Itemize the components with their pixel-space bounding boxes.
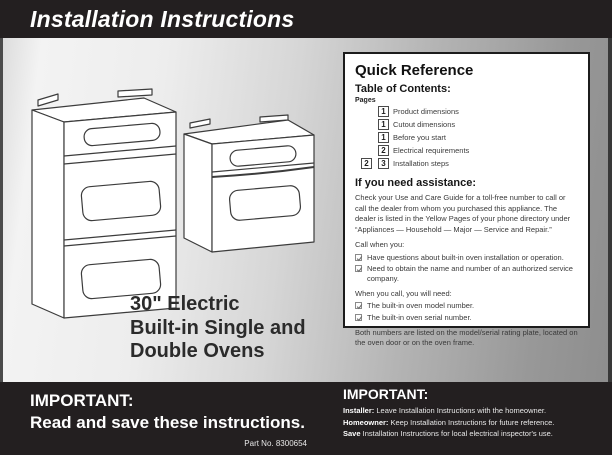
check-item-text: The built-in oven model number.	[367, 301, 475, 311]
check-item-text: Need to obtain the name and number of an authorized service company.	[367, 263, 573, 283]
check-item	[355, 301, 578, 311]
oven-side-face	[32, 110, 64, 318]
installer-note	[343, 405, 593, 417]
bottom-banner-left	[30, 390, 315, 448]
oven-side-face	[184, 134, 212, 252]
homeowner-note-text: Keep Installation Instructions for future reference.	[388, 417, 555, 427]
bottom-banner-right	[343, 386, 593, 440]
both-numbers-paragraph: Both numbers are listed on the model/serial rating plate, located on the oven door or on the oven frame.	[355, 327, 578, 348]
toc-item-label: Product dimensions	[393, 107, 459, 116]
product-title-line: 30" Electric	[130, 293, 240, 315]
toc-row	[361, 158, 578, 169]
installer-note-text: Leave Installation Instructions with the homeowner.	[374, 406, 547, 415]
toc-item-label: Installation steps	[393, 159, 449, 168]
toc-page-box: 1	[378, 119, 389, 130]
important-heading-left: IMPORTANT:	[30, 391, 134, 410]
homeowner-note-label: Homeowner:	[343, 417, 389, 427]
mount-tab	[190, 119, 210, 128]
product-title-line: Double Ovens	[130, 340, 265, 363]
bottom-banner	[0, 382, 612, 455]
page-edge-left	[0, 38, 3, 383]
mount-tab	[38, 94, 58, 106]
part-number: Part No. 8300654	[244, 439, 307, 449]
checkbox-checked-icon	[355, 265, 362, 272]
check-item	[355, 264, 578, 284]
toc-outer-slot	[361, 158, 374, 169]
page-edge-right	[608, 38, 612, 383]
product-title-line: Built-in Single and	[130, 316, 306, 339]
toc-page-box: 1	[378, 106, 389, 117]
call-need-label: When you call, you will need:	[355, 288, 452, 298]
important-heading-right: IMPORTANT:	[343, 386, 429, 402]
assistance-paragraph: Check your Use and Care Guide for a toll-free number to call or call the dealer from whom you purchased this appliance. The dealer is listed in the Yellow Pages of your phone directory under “Appliances — Household — Major — Service and Repair.”	[355, 193, 571, 234]
toc-row	[361, 119, 578, 130]
single-oven-drawing	[176, 112, 318, 264]
save-note	[343, 428, 593, 440]
door-window	[229, 185, 301, 221]
installer-note-label: Installer:	[343, 406, 375, 415]
check-item	[355, 313, 578, 323]
homeowner-note	[343, 417, 593, 429]
top-banner	[0, 0, 612, 38]
document-title: Installation Instructions	[30, 5, 295, 32]
save-note-label: Save	[343, 429, 361, 439]
toc-list	[355, 106, 578, 169]
upper-door-window	[81, 181, 162, 222]
toc-row	[361, 106, 578, 117]
call-when-list	[355, 253, 578, 284]
toc-page-box: 3	[378, 158, 389, 169]
call-when-label: Call when you:	[355, 240, 405, 249]
toc-item-label: Cutout dimensions	[393, 120, 456, 129]
quick-reference-title: Quick Reference	[355, 62, 474, 79]
check-item-text: Have questions about built-in oven installation or operation.	[367, 252, 564, 262]
read-save-line: Read and save these instructions.	[30, 413, 305, 433]
toc-pages-label: Pages	[355, 97, 376, 104]
check-item	[355, 253, 578, 263]
check-item-text: The built-in oven serial number.	[367, 312, 472, 322]
checkbox-checked-icon	[355, 302, 362, 309]
toc-page-box: 2	[361, 158, 372, 169]
quick-reference-box	[343, 52, 590, 348]
checkbox-checked-icon	[355, 314, 362, 321]
mount-tab	[118, 89, 152, 97]
call-need-list	[355, 301, 578, 322]
toc-title: Table of Contents:	[355, 83, 451, 95]
product-title	[130, 293, 306, 364]
toc-item-label: Electrical requirements	[393, 146, 470, 155]
toc-item-label: Before you start	[393, 133, 446, 142]
save-note-text: Installation Instructions for local electrical inspector's use.	[360, 429, 553, 439]
toc-row	[361, 132, 578, 143]
toc-page-box: 2	[378, 145, 389, 156]
checkbox-checked-icon	[355, 254, 362, 261]
toc-row	[361, 145, 578, 156]
toc-page-box: 1	[378, 132, 389, 143]
assistance-title: If you need assistance:	[355, 177, 477, 189]
